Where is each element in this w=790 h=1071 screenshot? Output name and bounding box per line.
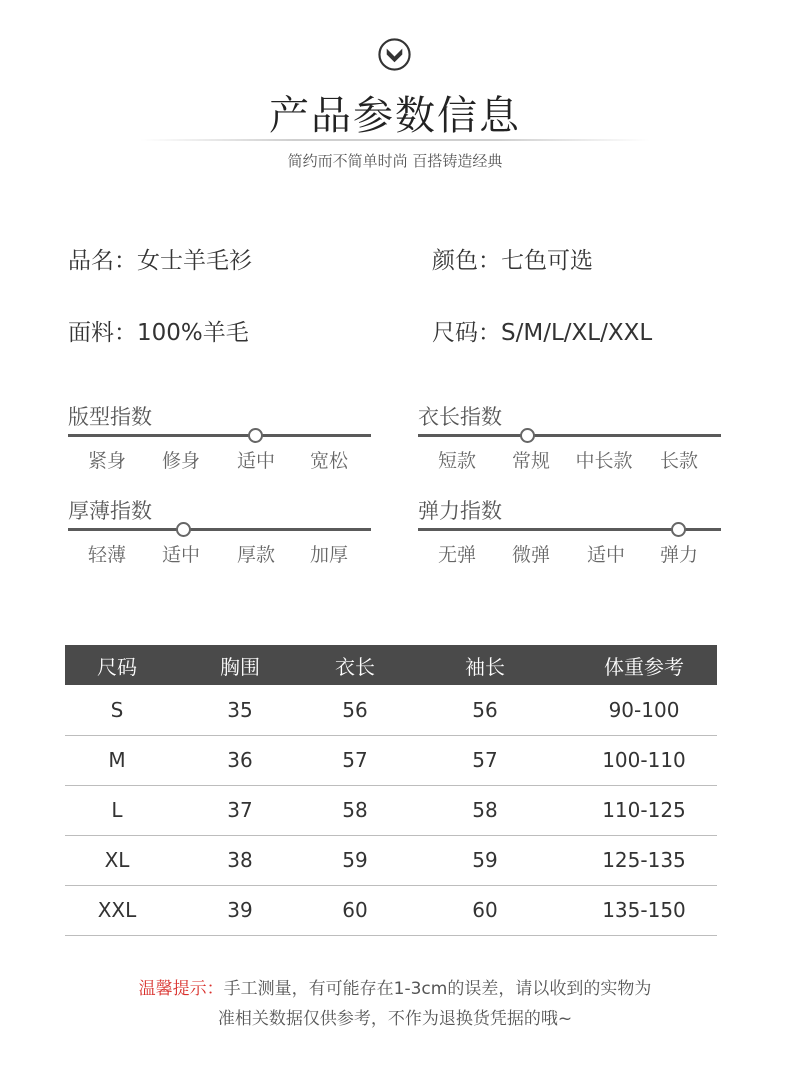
- scale-fit: [68, 401, 373, 481]
- table-cell: 135-150: [571, 885, 717, 935]
- table-cell: 60: [399, 885, 571, 935]
- table-cell: 36: [169, 735, 311, 785]
- title-divider: [140, 139, 650, 141]
- size-table: [65, 645, 717, 936]
- table-cell: 58: [311, 785, 399, 835]
- table-row: [65, 685, 717, 735]
- scale-option: 加厚: [309, 544, 348, 566]
- table-cell: 57: [399, 735, 571, 785]
- table-cell: 37: [169, 785, 311, 835]
- table-cell: S: [65, 685, 169, 735]
- scale-length: [418, 401, 723, 481]
- column-header: 尺码: [65, 645, 169, 685]
- table-row: [65, 885, 717, 935]
- table-cell: 57: [311, 735, 399, 785]
- table-cell: XXL: [65, 885, 169, 935]
- table-cell: 56: [311, 685, 399, 735]
- scale-track: [68, 528, 371, 531]
- page-title: 产品参数信息: [269, 93, 521, 139]
- table-cell: L: [65, 785, 169, 835]
- scale-option: 厚款: [236, 544, 275, 566]
- scale-option: 轻薄: [87, 544, 126, 566]
- table-cell: 59: [311, 835, 399, 885]
- scale-track: [68, 434, 371, 437]
- table-cell: 100-110: [571, 735, 717, 785]
- table-cell: M: [65, 735, 169, 785]
- scale-knob: [671, 522, 686, 537]
- page-subtitle: 简约而不简单时尚 百搭铸造经典: [287, 152, 503, 170]
- table-cell: 90-100: [571, 685, 717, 735]
- scale-option: 适中: [236, 450, 275, 472]
- table-cell: 35: [169, 685, 311, 735]
- scale-elasticity: [418, 495, 723, 575]
- column-header: 衣长: [311, 645, 399, 685]
- product-size: 尺码：S/M/L/XL/XXL: [432, 320, 653, 346]
- scale-thickness: [68, 495, 373, 575]
- product-name: 品名：女士羊毛衫: [68, 248, 252, 274]
- table-cell: XL: [65, 835, 169, 885]
- scale-option: 修身: [161, 450, 200, 472]
- chevron-down-circle-icon: [377, 37, 412, 72]
- notice-text: 手工测量，有可能存在1-3cm的误差，请以收到的实物为: [223, 979, 652, 999]
- table-row: [65, 735, 717, 785]
- scale-option: 长款: [659, 450, 698, 472]
- table-cell: 59: [399, 835, 571, 885]
- table-cell: 39: [169, 885, 311, 935]
- table-row: [65, 785, 717, 835]
- scale-option: 弹力: [659, 544, 698, 566]
- table-cell: 38: [169, 835, 311, 885]
- scale-knob: [176, 522, 191, 537]
- scale-option: 紧身: [87, 450, 126, 472]
- scale-track: [418, 434, 721, 437]
- scale-title: 衣长指数: [418, 405, 502, 429]
- notice-line-2: 准相关数据仅供参考，不作为退换货凭据的哦~: [217, 1009, 573, 1029]
- table-cell: 125-135: [571, 835, 717, 885]
- table-row: [65, 835, 717, 885]
- scale-title: 版型指数: [68, 405, 152, 429]
- scale-option: 常规: [511, 450, 550, 472]
- scale-knob: [248, 428, 263, 443]
- scale-option: 适中: [586, 544, 625, 566]
- table-cell: 110-125: [571, 785, 717, 835]
- table-cell: 60: [311, 885, 399, 935]
- scale-option: 中长款: [575, 450, 633, 472]
- scale-option: 短款: [437, 450, 476, 472]
- table-cell: 58: [399, 785, 571, 835]
- column-header: 体重参考: [571, 645, 717, 685]
- column-header: 袖长: [399, 645, 571, 685]
- product-fabric: 面料：100%羊毛: [68, 320, 249, 346]
- notice-line-1: [0, 974, 790, 999]
- scale-title: 厚薄指数: [68, 499, 152, 523]
- scale-title: 弹力指数: [418, 499, 502, 523]
- scale-option: 无弹: [437, 544, 476, 566]
- notice-label: 温馨提示：: [138, 979, 224, 999]
- column-header: 胸围: [169, 645, 311, 685]
- scale-option: 宽松: [309, 450, 348, 472]
- scale-knob: [520, 428, 535, 443]
- scale-option: 微弹: [511, 544, 550, 566]
- scale-option: 适中: [161, 544, 200, 566]
- table-cell: 56: [399, 685, 571, 735]
- product-color: 颜色：七色可选: [432, 248, 593, 274]
- table-header-row: [65, 645, 717, 685]
